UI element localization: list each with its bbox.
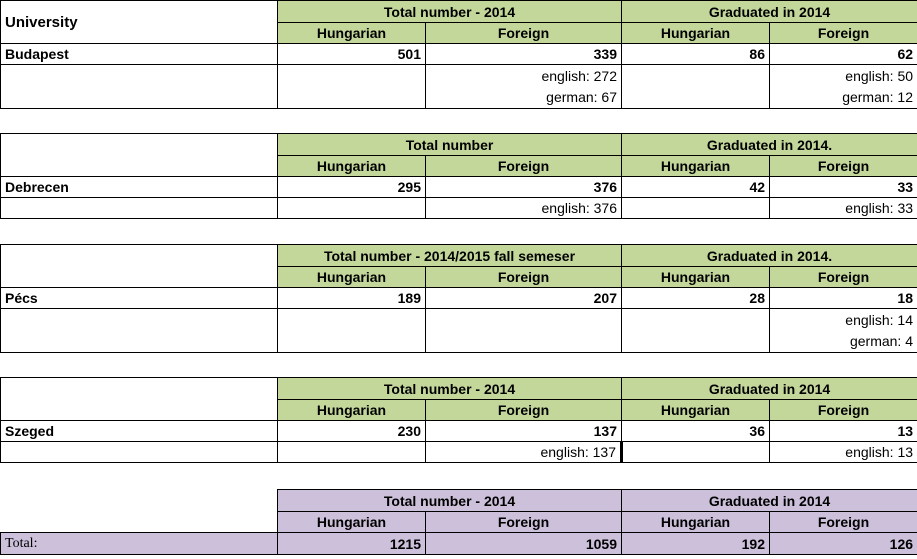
- debrecen-table: [0, 133, 917, 219]
- graduated-header: Graduated in 2014.: [622, 245, 917, 267]
- value-cell: 13: [770, 421, 917, 442]
- empty-cell: [1, 245, 278, 288]
- value-cell: 501: [278, 44, 426, 65]
- language-detail: german: 12: [770, 87, 917, 109]
- empty-cell: [1, 198, 278, 219]
- szeged-table: [0, 377, 917, 463]
- language-detail: english: 33: [770, 198, 917, 219]
- empty-cell: [278, 442, 426, 463]
- language-detail: english: 14: [770, 309, 917, 331]
- total-number-header: Total number: [278, 134, 622, 156]
- subheader-hungarian: Hungarian: [622, 23, 770, 44]
- value-cell: 86: [622, 44, 770, 65]
- empty-cell: [622, 442, 770, 463]
- total-value: 192: [622, 533, 770, 555]
- graduated-header: Graduated in 2014: [622, 490, 917, 512]
- university-name: Szeged: [1, 421, 278, 442]
- subheader-hungarian: Hungarian: [278, 156, 426, 177]
- total-number-header: Total number - 2014: [278, 1, 622, 23]
- subheader-hungarian: Hungarian: [278, 267, 426, 288]
- subheader-hungarian: Hungarian: [278, 512, 426, 533]
- language-detail: english: 272: [426, 65, 622, 87]
- empty-cell: [1, 378, 278, 421]
- value-cell: 28: [622, 288, 770, 309]
- total-value: 1059: [426, 533, 622, 555]
- empty-cell: [622, 309, 770, 353]
- value-cell: 42: [622, 177, 770, 198]
- total-number-header: Total number - 2014/2015 fall semeser: [278, 245, 622, 267]
- value-cell: 189: [278, 288, 426, 309]
- value-cell: 339: [426, 44, 622, 65]
- empty-cell: [278, 198, 426, 219]
- empty-cell: [1, 65, 278, 109]
- value-cell: 18: [770, 288, 917, 309]
- language-detail: english: 50: [770, 65, 917, 87]
- subheader-foreign: Foreign: [770, 156, 917, 177]
- subheader-foreign: Foreign: [770, 512, 917, 533]
- total-number-header: Total number - 2014: [278, 378, 622, 400]
- language-detail: english: 13: [770, 442, 917, 463]
- value-cell: 295: [278, 177, 426, 198]
- total-value: 126: [770, 533, 917, 555]
- subheader-hungarian: Hungarian: [622, 156, 770, 177]
- value-cell: 33: [770, 177, 917, 198]
- total-table: [0, 489, 917, 555]
- university-name: Debrecen: [1, 177, 278, 198]
- total-value: 1215: [278, 533, 426, 555]
- graduated-header: Graduated in 2014: [622, 378, 917, 400]
- empty-cell: [1, 309, 278, 353]
- university-name: Pécs: [1, 288, 278, 309]
- total-label: Total:: [1, 533, 278, 555]
- value-cell: 36: [622, 421, 770, 442]
- subheader-foreign: Foreign: [426, 512, 622, 533]
- subheader-hungarian: Hungarian: [622, 400, 770, 421]
- language-detail: german: 4: [770, 331, 917, 353]
- subheader-foreign: Foreign: [426, 400, 622, 421]
- subheader-hungarian: Hungarian: [278, 23, 426, 44]
- subheader-hungarian: Hungarian: [622, 267, 770, 288]
- university-header: University: [1, 1, 278, 44]
- budapest-table: [0, 0, 917, 109]
- empty-cell: [278, 65, 426, 109]
- total-number-header: Total number - 2014: [278, 490, 622, 512]
- subheader-hungarian: Hungarian: [622, 512, 770, 533]
- value-cell: 207: [426, 288, 622, 309]
- subheader-foreign: Foreign: [770, 23, 917, 44]
- empty-cell: [1, 442, 278, 463]
- empty-cell: [622, 198, 770, 219]
- university-name: Budapest: [1, 44, 278, 65]
- subheader-foreign: Foreign: [426, 267, 622, 288]
- empty-cell: [1, 490, 278, 533]
- empty-cell: [426, 309, 622, 353]
- empty-cell: [622, 65, 770, 109]
- pecs-table: [0, 244, 917, 353]
- value-cell: 137: [426, 421, 622, 442]
- value-cell: 376: [426, 177, 622, 198]
- value-cell: 230: [278, 421, 426, 442]
- subheader-foreign: Foreign: [770, 267, 917, 288]
- subheader-hungarian: Hungarian: [278, 400, 426, 421]
- subheader-foreign: Foreign: [426, 23, 622, 44]
- empty-cell: [1, 134, 278, 177]
- graduated-header: Graduated in 2014.: [622, 134, 917, 156]
- language-detail: english: 376: [426, 198, 622, 219]
- subheader-foreign: Foreign: [426, 156, 622, 177]
- graduated-header: Graduated in 2014: [622, 1, 917, 23]
- subheader-foreign: Foreign: [770, 400, 917, 421]
- language-detail: english: 137: [426, 442, 622, 463]
- language-detail: german: 67: [426, 87, 622, 109]
- value-cell: 62: [770, 44, 917, 65]
- empty-cell: [278, 309, 426, 353]
